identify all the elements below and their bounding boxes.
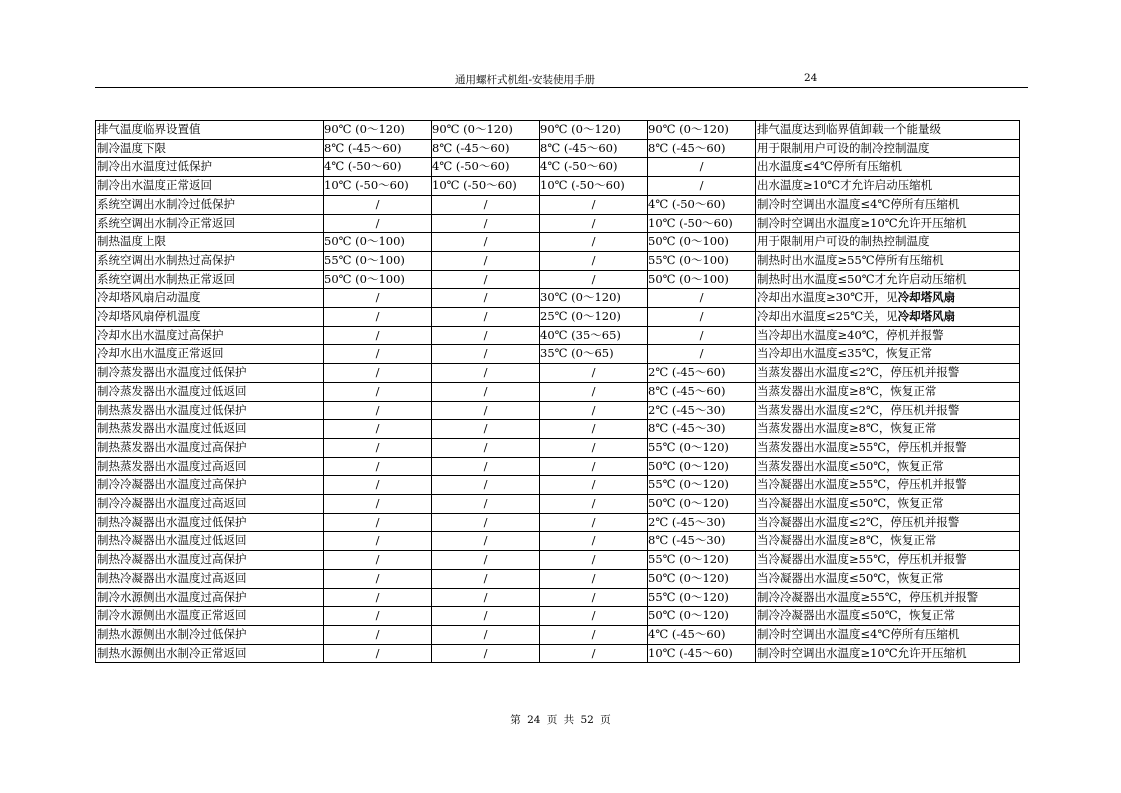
parameter-name-cell: 制热冷凝器出水温度过高保护: [96, 551, 324, 570]
note-cell: [756, 588, 1020, 607]
note-cell: [756, 401, 1020, 420]
note-text: 制冷冷凝器出水温度≥55℃，停压机并报警: [757, 589, 979, 604]
parameter-name-cell: 系统空调出水制冷正常返回: [96, 214, 324, 233]
value-cell-v1: 90℃ (0～120): [324, 121, 432, 140]
note-text: 当蒸发器出水温度≥8℃，恢复正常: [757, 383, 937, 398]
value-cell-v4: /: [648, 177, 756, 196]
value-cell-v4: 8℃ (-45～60): [648, 139, 756, 158]
parameter-name-cell: 系统空调出水制冷过低保护: [96, 195, 324, 214]
value-cell-v1: /: [324, 625, 432, 644]
value-cell-v4: 2℃ (-45～30): [648, 401, 756, 420]
note-text: 制冷时空调出水温度≤4℃停所有压缩机: [757, 626, 960, 641]
note-cell: [756, 121, 1020, 140]
value-cell-v1: /: [324, 476, 432, 495]
value-cell-v2: /: [432, 289, 540, 308]
table-row: [96, 139, 1020, 158]
note-cell: [756, 308, 1020, 327]
value-cell-v1: /: [324, 289, 432, 308]
note-cell: [756, 420, 1020, 439]
table-row: [96, 495, 1020, 514]
parameter-name-cell: 制热水源侧出水制冷过低保护: [96, 625, 324, 644]
note-cell: [756, 233, 1020, 252]
table-row: [96, 177, 1020, 196]
table-row: [96, 382, 1020, 401]
value-cell-v4: 50℃ (0～120): [648, 607, 756, 626]
value-cell-v3: /: [540, 401, 648, 420]
table-row: [96, 644, 1020, 663]
header-title: 通用螺杆式机组-安装使用手册: [455, 74, 596, 86]
parameter-name-cell: 冷却水出水温度过高保护: [96, 326, 324, 345]
value-cell-v2: /: [432, 214, 540, 233]
note-cell: [756, 177, 1020, 196]
value-cell-v3: /: [540, 569, 648, 588]
parameter-name-cell: 系统空调出水制热过高保护: [96, 251, 324, 270]
value-cell-v3: /: [540, 495, 648, 514]
value-cell-v2: /: [432, 401, 540, 420]
value-cell-v2: /: [432, 513, 540, 532]
note-cell: [756, 345, 1020, 364]
parameter-name-cell: 制冷冷凝器出水温度过高保护: [96, 476, 324, 495]
page-footer: 第 24 页 共 52 页: [510, 714, 611, 726]
value-cell-v3: 4℃ (-50～60): [540, 158, 648, 177]
note-text: 当冷却出水温度≥40℃，停机并报警: [757, 327, 944, 342]
value-cell-v4: /: [648, 158, 756, 177]
table-row: [96, 588, 1020, 607]
value-cell-v1: /: [324, 345, 432, 364]
value-cell-v1: /: [324, 214, 432, 233]
value-cell-v3: /: [540, 588, 648, 607]
note-highlight: 冷却塔风扇: [897, 309, 956, 324]
note-cell: [756, 569, 1020, 588]
value-cell-v3: /: [540, 532, 648, 551]
value-cell-v3: /: [540, 382, 648, 401]
table-row: [96, 289, 1020, 308]
parameter-name-cell: 系统空调出水制热正常返回: [96, 270, 324, 289]
note-text: 出水温度≥10℃才允许启动压缩机: [757, 178, 933, 193]
value-cell-v1: /: [324, 588, 432, 607]
note-text: 冷却出水温度≥30℃开，见: [757, 290, 898, 305]
value-cell-v3: /: [540, 438, 648, 457]
parameter-name-cell: 制热冷凝器出水温度过低保护: [96, 513, 324, 532]
note-cell: [756, 289, 1020, 308]
table-row: [96, 251, 1020, 270]
value-cell-v3: 90℃ (0～120): [540, 121, 648, 140]
parameter-table-body: [96, 121, 1020, 663]
value-cell-v3: /: [540, 420, 648, 439]
value-cell-v2: /: [432, 270, 540, 289]
value-cell-v2: /: [432, 495, 540, 514]
value-cell-v4: 8℃ (-45～60): [648, 382, 756, 401]
parameter-name-cell: 制热蒸发器出水温度过高保护: [96, 438, 324, 457]
note-cell: [756, 139, 1020, 158]
parameter-name-cell: 冷却塔风扇启动温度: [96, 289, 324, 308]
table-row: [96, 476, 1020, 495]
note-cell: [756, 607, 1020, 626]
table-row: [96, 551, 1020, 570]
value-cell-v1: /: [324, 457, 432, 476]
value-cell-v1: 8℃ (-45～60): [324, 139, 432, 158]
value-cell-v2: /: [432, 457, 540, 476]
note-text: 当蒸发器出水温度≥55℃，停压机并报警: [757, 439, 967, 454]
header-page-number: 24: [804, 72, 818, 84]
table-row: [96, 308, 1020, 327]
note-cell: [756, 644, 1020, 663]
value-cell-v3: 10℃ (-50～60): [540, 177, 648, 196]
table-row: [96, 233, 1020, 252]
parameter-name-cell: 制热蒸发器出水温度过低返回: [96, 420, 324, 439]
value-cell-v3: /: [540, 457, 648, 476]
value-cell-v4: 10℃ (-50～60): [648, 214, 756, 233]
value-cell-v3: /: [540, 364, 648, 383]
table-row: [96, 532, 1020, 551]
note-text: 出水温度≤4℃停所有压缩机: [757, 159, 902, 174]
value-cell-v4: 4℃ (-50～60): [648, 195, 756, 214]
value-cell-v1: /: [324, 551, 432, 570]
note-highlight: 冷却塔风扇: [897, 290, 956, 305]
note-text: 冷却出水温度≤25℃关，见: [757, 309, 898, 324]
value-cell-v4: 50℃ (0～120): [648, 495, 756, 514]
parameter-name-cell: 冷却水出水温度正常返回: [96, 345, 324, 364]
note-cell: [756, 438, 1020, 457]
value-cell-v1: /: [324, 382, 432, 401]
value-cell-v4: 8℃ (-45～30): [648, 532, 756, 551]
table-row: [96, 607, 1020, 626]
value-cell-v4: /: [648, 308, 756, 327]
value-cell-v1: /: [324, 401, 432, 420]
value-cell-v3: /: [540, 644, 648, 663]
table-row: [96, 625, 1020, 644]
value-cell-v4: 4℃ (-45～60): [648, 625, 756, 644]
note-text: 当冷凝器出水温度≤2℃，停压机并报警: [757, 514, 960, 529]
note-cell: [756, 251, 1020, 270]
value-cell-v3: /: [540, 476, 648, 495]
note-text: 当蒸发器出水温度≤2℃，停压机并报警: [757, 402, 960, 417]
note-cell: [756, 495, 1020, 514]
note-cell: [756, 457, 1020, 476]
parameter-name-cell: 制冷水源侧出水温度正常返回: [96, 607, 324, 626]
table-row: [96, 401, 1020, 420]
value-cell-v2: /: [432, 364, 540, 383]
value-cell-v1: 50℃ (0～100): [324, 233, 432, 252]
value-cell-v4: 2℃ (-45～60): [648, 364, 756, 383]
note-text: 当冷凝器出水温度≥55℃，停压机并报警: [757, 552, 967, 567]
value-cell-v2: /: [432, 438, 540, 457]
note-text: 制冷冷凝器出水温度≤50℃，恢复正常: [757, 608, 956, 623]
value-cell-v2: /: [432, 326, 540, 345]
value-cell-v3: 40℃ (35～65): [540, 326, 648, 345]
note-cell: [756, 326, 1020, 345]
note-text: 制冷时空调出水温度≥10℃允许开压缩机: [757, 215, 967, 230]
header-rule: [95, 87, 1028, 88]
value-cell-v2: /: [432, 345, 540, 364]
note-text: 当蒸发器出水温度≥8℃，恢复正常: [757, 421, 937, 436]
value-cell-v4: 10℃ (-45～60): [648, 644, 756, 663]
note-cell: [756, 214, 1020, 233]
value-cell-v2: 8℃ (-45～60): [432, 139, 540, 158]
note-text: 当冷凝器出水温度≥55℃，停压机并报警: [757, 477, 967, 492]
value-cell-v3: /: [540, 214, 648, 233]
value-cell-v4: 8℃ (-45～30): [648, 420, 756, 439]
parameter-name-cell: 制冷温度下限: [96, 139, 324, 158]
value-cell-v2: 90℃ (0～120): [432, 121, 540, 140]
note-cell: [756, 382, 1020, 401]
value-cell-v2: /: [432, 476, 540, 495]
table-row: [96, 345, 1020, 364]
table-row: [96, 214, 1020, 233]
value-cell-v1: /: [324, 420, 432, 439]
value-cell-v4: 55℃ (0～120): [648, 476, 756, 495]
table-row: [96, 569, 1020, 588]
note-text: 制冷时空调出水温度≤4℃停所有压缩机: [757, 196, 960, 211]
value-cell-v2: /: [432, 625, 540, 644]
table-row: [96, 270, 1020, 289]
value-cell-v3: /: [540, 195, 648, 214]
note-text: 用于限制用户可设的制热控制温度: [757, 234, 930, 249]
value-cell-v1: /: [324, 438, 432, 457]
note-cell: [756, 532, 1020, 551]
note-cell: [756, 551, 1020, 570]
value-cell-v2: /: [432, 607, 540, 626]
value-cell-v3: 25℃ (0～120): [540, 308, 648, 327]
parameter-name-cell: 制冷出水温度过低保护: [96, 158, 324, 177]
value-cell-v2: /: [432, 644, 540, 663]
parameter-name-cell: 制热温度上限: [96, 233, 324, 252]
parameter-name-cell: 制热蒸发器出水温度过低保护: [96, 401, 324, 420]
note-text: 当蒸发器出水温度≤50℃，恢复正常: [757, 458, 944, 473]
note-text: 用于限制用户可设的制冷控制温度: [757, 140, 930, 155]
value-cell-v3: /: [540, 251, 648, 270]
value-cell-v1: /: [324, 644, 432, 663]
parameter-name-cell: 制热冷凝器出水温度过低返回: [96, 532, 324, 551]
value-cell-v4: 50℃ (0～100): [648, 233, 756, 252]
value-cell-v3: /: [540, 607, 648, 626]
parameter-name-cell: 制热冷凝器出水温度过高返回: [96, 569, 324, 588]
note-cell: [756, 625, 1020, 644]
note-text: 制冷时空调出水温度≥10℃允许开压缩机: [757, 645, 967, 660]
value-cell-v1: 4℃ (-50～60): [324, 158, 432, 177]
note-text: 当蒸发器出水温度≤2℃，停压机并报警: [757, 365, 960, 380]
value-cell-v2: /: [432, 532, 540, 551]
value-cell-v4: /: [648, 289, 756, 308]
value-cell-v4: /: [648, 326, 756, 345]
table-row: [96, 195, 1020, 214]
value-cell-v4: 55℃ (0～120): [648, 551, 756, 570]
parameter-name-cell: 排气温度临界设置值: [96, 121, 324, 140]
value-cell-v3: 35℃ (0～65): [540, 345, 648, 364]
value-cell-v4: 55℃ (0～120): [648, 438, 756, 457]
parameter-name-cell: 制冷冷凝器出水温度过高返回: [96, 495, 324, 514]
parameter-name-cell: 制冷水源侧出水温度过高保护: [96, 588, 324, 607]
parameter-name-cell: 制热水源侧出水制冷正常返回: [96, 644, 324, 663]
note-text: 当冷凝器出水温度≤50℃，恢复正常: [757, 570, 944, 585]
value-cell-v3: /: [540, 551, 648, 570]
value-cell-v1: 10℃ (-50～60): [324, 177, 432, 196]
table-row: [96, 364, 1020, 383]
value-cell-v3: /: [540, 233, 648, 252]
value-cell-v2: /: [432, 382, 540, 401]
value-cell-v3: /: [540, 625, 648, 644]
value-cell-v2: /: [432, 251, 540, 270]
value-cell-v4: 90℃ (0～120): [648, 121, 756, 140]
note-text: 制热时出水温度≥55℃停所有压缩机: [757, 252, 944, 267]
note-text: 当冷凝器出水温度≥8℃，恢复正常: [757, 533, 937, 548]
note-cell: [756, 270, 1020, 289]
value-cell-v4: 55℃ (0～120): [648, 588, 756, 607]
table-row: [96, 420, 1020, 439]
value-cell-v1: /: [324, 495, 432, 514]
table-row: [96, 121, 1020, 140]
note-cell: [756, 158, 1020, 177]
value-cell-v2: /: [432, 233, 540, 252]
value-cell-v4: 2℃ (-45～30): [648, 513, 756, 532]
value-cell-v2: /: [432, 308, 540, 327]
note-cell: [756, 195, 1020, 214]
value-cell-v2: /: [432, 569, 540, 588]
note-text: 制热时出水温度≤50℃才允许启动压缩机: [757, 271, 967, 286]
value-cell-v2: 4℃ (-50～60): [432, 158, 540, 177]
value-cell-v3: 30℃ (0～120): [540, 289, 648, 308]
value-cell-v2: /: [432, 551, 540, 570]
table-row: [96, 158, 1020, 177]
value-cell-v1: /: [324, 195, 432, 214]
parameter-name-cell: 制冷蒸发器出水温度过低保护: [96, 364, 324, 383]
value-cell-v2: /: [432, 195, 540, 214]
parameter-name-cell: 冷却塔风扇停机温度: [96, 308, 324, 327]
value-cell-v1: /: [324, 364, 432, 383]
value-cell-v2: 10℃ (-50～60): [432, 177, 540, 196]
note-text: 当冷却出水温度≤35℃，恢复正常: [757, 346, 933, 361]
value-cell-v3: /: [540, 513, 648, 532]
table-row: [96, 438, 1020, 457]
parameter-table: [95, 120, 1020, 663]
value-cell-v4: 55℃ (0～100): [648, 251, 756, 270]
table-row: [96, 457, 1020, 476]
value-cell-v3: /: [540, 270, 648, 289]
note-cell: [756, 513, 1020, 532]
value-cell-v1: /: [324, 308, 432, 327]
note-text: 排气温度达到临界值卸载一个能量级: [757, 122, 941, 136]
value-cell-v4: 50℃ (0～120): [648, 569, 756, 588]
value-cell-v3: 8℃ (-45～60): [540, 139, 648, 158]
value-cell-v1: /: [324, 569, 432, 588]
parameter-name-cell: 制热蒸发器出水温度过高返回: [96, 457, 324, 476]
value-cell-v1: /: [324, 326, 432, 345]
value-cell-v1: /: [324, 607, 432, 626]
value-cell-v1: 55℃ (0～100): [324, 251, 432, 270]
value-cell-v1: /: [324, 513, 432, 532]
table-row: [96, 326, 1020, 345]
value-cell-v4: 50℃ (0～120): [648, 457, 756, 476]
value-cell-v1: 50℃ (0～100): [324, 270, 432, 289]
table-row: [96, 513, 1020, 532]
note-cell: [756, 476, 1020, 495]
value-cell-v1: /: [324, 532, 432, 551]
value-cell-v2: /: [432, 420, 540, 439]
parameter-name-cell: 制冷蒸发器出水温度过低返回: [96, 382, 324, 401]
note-cell: [756, 364, 1020, 383]
value-cell-v2: /: [432, 588, 540, 607]
note-text: 当冷凝器出水温度≤50℃，恢复正常: [757, 496, 944, 511]
value-cell-v4: 50℃ (0～100): [648, 270, 756, 289]
parameter-name-cell: 制冷出水温度正常返回: [96, 177, 324, 196]
value-cell-v4: /: [648, 345, 756, 364]
